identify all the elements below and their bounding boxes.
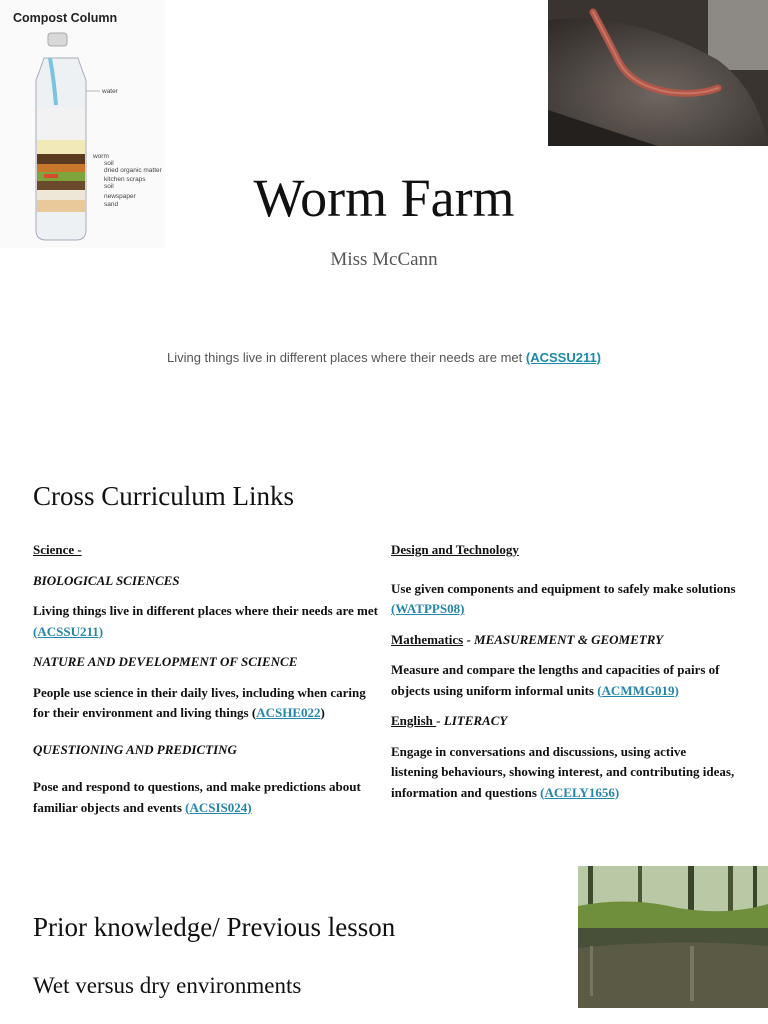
mathematics-heading bbox=[391, 630, 736, 651]
nature-of-science-text bbox=[33, 683, 381, 724]
biological-sciences-text bbox=[33, 601, 381, 642]
nature-text: People use science in their daily lives, including when caring for their environment and living things ( bbox=[33, 684, 366, 720]
compost-label-soil-2: soil bbox=[104, 183, 114, 190]
compost-label-water: water bbox=[102, 88, 118, 95]
question-text: Pose and respond to questions, and make predictions about familiar objects and events bbox=[33, 779, 361, 815]
author: Miss McCann bbox=[330, 249, 438, 270]
compost-label-dried-organic: dried organic matter bbox=[104, 167, 162, 174]
english-text bbox=[391, 742, 736, 804]
design-code-link[interactable]: (WATPPS08) bbox=[391, 601, 465, 616]
cross-curriculum-left-column bbox=[33, 540, 381, 818]
math-text: Measure and compare the lengths and capacities of pairs of objects using uniform informal units bbox=[391, 662, 720, 698]
bio-text: Living things live in different places where their needs are met bbox=[33, 603, 378, 618]
objective-text: Living things live in different places where their needs are met bbox=[166, 350, 526, 365]
compost-label-kitchen-scraps: kitchen scraps bbox=[104, 176, 146, 183]
eng-text: Engage in conversations and discussions, using active listening behaviours, showing interest, and contributing ideas, information and questions bbox=[391, 743, 735, 800]
english-label: English bbox=[391, 713, 437, 728]
nature-close: ) bbox=[320, 705, 325, 720]
compost-label-newspaper: newspaper bbox=[104, 193, 136, 200]
math-code-link[interactable]: (ACMMG019) bbox=[597, 682, 679, 698]
english-sep: - bbox=[436, 713, 444, 728]
cross-curriculum-right-column bbox=[391, 540, 736, 803]
bio-code-link[interactable]: (ACSSU211) bbox=[33, 623, 104, 639]
english-strand: LITERACY bbox=[443, 713, 508, 728]
page-title: Worm Farm bbox=[253, 168, 515, 228]
math-strand: MEASUREMENT & GEOMETRY bbox=[474, 631, 664, 647]
nature-of-science-heading: NATURE AND DEVELOPMENT OF SCIENCE bbox=[33, 654, 298, 669]
math-label: Mathematics bbox=[391, 631, 464, 647]
english-heading bbox=[391, 711, 736, 732]
nature-code-link[interactable]: ACSHE022 bbox=[256, 705, 321, 720]
questioning-heading: QUESTIONING AND PREDICTING bbox=[33, 741, 237, 757]
design-text: Use given components and equipment to safely make solutions bbox=[391, 580, 736, 596]
compost-figure-title: Compost Column bbox=[13, 11, 118, 25]
learning-objective bbox=[0, 350, 768, 365]
science-label: Science - bbox=[33, 542, 82, 557]
questioning-text bbox=[33, 777, 381, 818]
objective-code-link[interactable]: (ACSSU211) bbox=[525, 350, 602, 365]
compost-label-sand: sand bbox=[104, 201, 119, 208]
worm-photo bbox=[548, 0, 768, 146]
cross-curriculum-heading: Cross Curriculum Links bbox=[33, 481, 294, 511]
design-technology-text bbox=[391, 579, 736, 620]
compost-label-worm: worm bbox=[93, 153, 109, 160]
english-code-link[interactable]: (ACELY1656) bbox=[540, 784, 620, 800]
compost-label-soil: soil bbox=[104, 160, 114, 167]
mathematics-text bbox=[391, 660, 736, 701]
prior-knowledge-heading: Prior knowledge/ Previous lesson bbox=[33, 912, 396, 942]
design-technology-label: Design and Technology bbox=[391, 542, 519, 557]
biological-sciences-heading: BIOLOGICAL SCIENCES bbox=[33, 572, 180, 588]
math-sep: - bbox=[463, 631, 475, 647]
question-code-link[interactable]: (ACSIS024) bbox=[185, 799, 252, 815]
prior-knowledge-subheading: Wet versus dry environments bbox=[33, 973, 302, 998]
wetland-photo bbox=[578, 866, 768, 1008]
